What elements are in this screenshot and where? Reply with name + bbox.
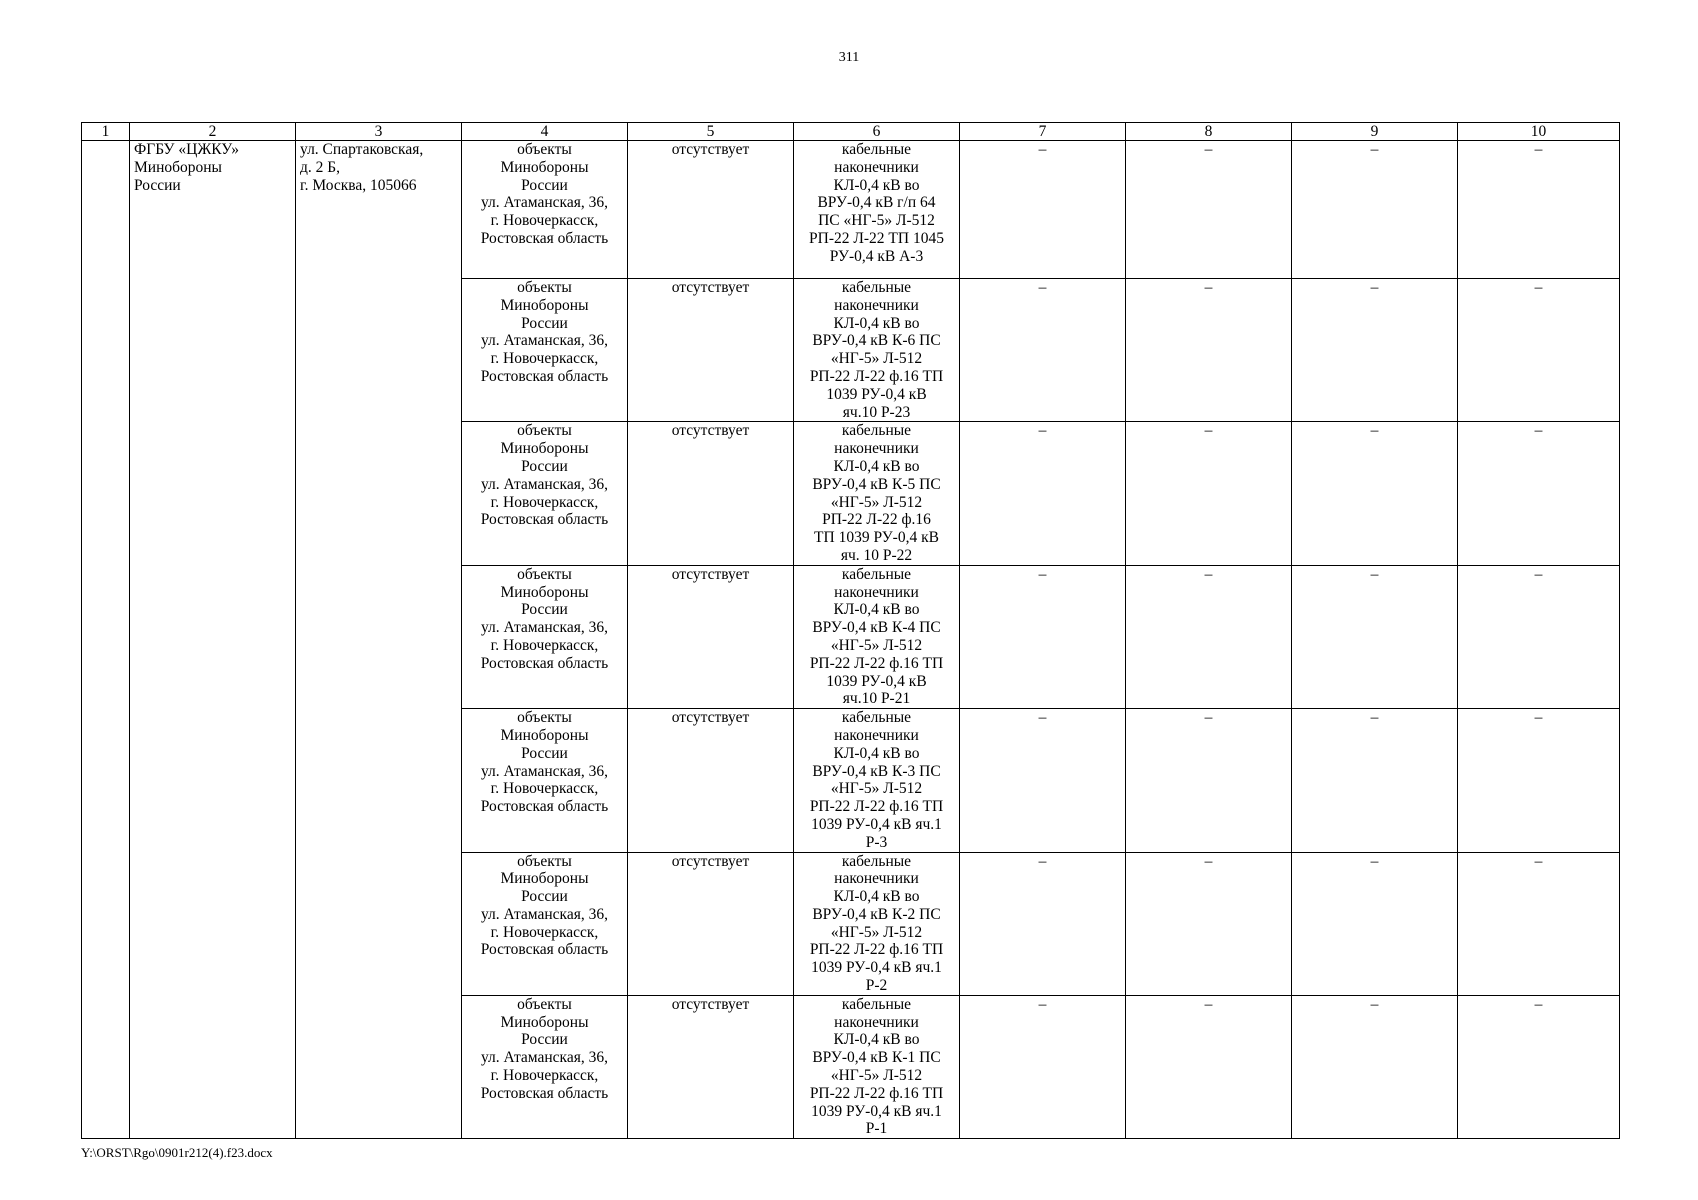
description-cell: [794, 141, 960, 279]
status-cell: отсутствует: [628, 565, 794, 708]
status-cell: отсутствует: [628, 141, 794, 279]
object-text: объекты Минобороны России ул. Атаманская, 36, г. Новочеркасск, Ростовская область: [480, 709, 609, 816]
page-number: 311: [838, 50, 860, 65]
object-text: объекты Минобороны России ул. Атаманская, 36, г. Новочеркасск, Ростовская область: [480, 141, 609, 247]
col9-cell: –: [1292, 141, 1458, 279]
col7-cell: –: [960, 852, 1126, 995]
description-text: кабельные наконечники КЛ-0,4 кВ во ВРУ-0,4 кВ г/п 64 ПС «НГ-5» Л-512 РП-22 Л-22 ТП 1045 РУ-0,4 кВ А-3: [809, 141, 944, 265]
col8-cell: –: [1126, 995, 1292, 1138]
col-header-2: 2: [130, 123, 296, 141]
address-text: ул. Спартаковская, д. 2 Б, г. Москва, 105066: [300, 141, 424, 194]
object-cell: [462, 852, 628, 995]
col10-cell: –: [1458, 709, 1620, 852]
col9-cell: –: [1292, 852, 1458, 995]
col9-cell: –: [1292, 995, 1458, 1138]
object-text: объекты Минобороны России ул. Атаманская, 36, г. Новочеркасск, Ростовская область: [480, 279, 609, 385]
col8-cell: –: [1126, 422, 1292, 565]
object-text: объекты Минобороны России ул. Атаманская, 36, г. Новочеркасск, Ростовская область: [480, 995, 609, 1102]
col-header-7: 7: [960, 123, 1126, 141]
status-cell: отсутствует: [628, 422, 794, 565]
object-cell: [462, 995, 628, 1138]
col7-cell: –: [960, 709, 1126, 852]
object-cell: [462, 565, 628, 708]
object-cell: [462, 279, 628, 422]
col-header-1: 1: [82, 123, 130, 141]
object-cell: [462, 141, 628, 279]
object-text: объекты Минобороны России ул. Атаманская, 36, г. Новочеркасск, Ростовская область: [480, 565, 609, 672]
col7-cell: –: [960, 279, 1126, 422]
document-table: [81, 122, 1620, 1139]
col10-cell: –: [1458, 995, 1620, 1138]
organization-text: ФГБУ «ЦЖКУ» Минобороны России: [134, 141, 240, 194]
description-cell: [794, 852, 960, 995]
col8-cell: –: [1126, 852, 1292, 995]
col10-cell: –: [1458, 141, 1620, 279]
description-cell: [794, 709, 960, 852]
col-header-5: 5: [628, 123, 794, 141]
col-header-8: 8: [1126, 123, 1292, 141]
status-cell: отсутствует: [628, 279, 794, 422]
col9-cell: –: [1292, 709, 1458, 852]
col8-cell: –: [1126, 141, 1292, 279]
header-row: [82, 123, 1620, 141]
description-text: кабельные наконечники КЛ-0,4 кВ во ВРУ-0,4 кВ К-6 ПС «НГ-5» Л-512 РП-22 Л-22 ф.16 ТП 1039 РУ-0,4 кВ яч.10 Р-23: [809, 279, 944, 421]
object-cell: [462, 709, 628, 852]
description-text: кабельные наконечники КЛ-0,4 кВ во ВРУ-0,4 кВ К-5 ПС «НГ-5» Л-512 РП-22 Л-22 ф.16 ТП 1039 РУ-0,4 кВ яч. 10 Р-22: [812, 422, 941, 564]
col7-cell: –: [960, 995, 1126, 1138]
col10-cell: –: [1458, 852, 1620, 995]
col-header-6: 6: [794, 123, 960, 141]
description-cell: [794, 565, 960, 708]
description-cell: [794, 279, 960, 422]
col9-cell: –: [1292, 565, 1458, 708]
col7-cell: –: [960, 422, 1126, 565]
address-cell: [296, 141, 462, 1139]
col7-cell: –: [960, 565, 1126, 708]
object-text: объекты Минобороны России ул. Атаманская, 36, г. Новочеркасск, Ростовская область: [480, 422, 609, 529]
col8-cell: –: [1126, 709, 1292, 852]
status-cell: отсутствует: [628, 709, 794, 852]
description-text: кабельные наконечники КЛ-0,4 кВ во ВРУ-0,4 кВ К-3 ПС «НГ-5» Л-512 РП-22 Л-22 ф.16 ТП 1039 РУ-0,4 кВ яч.1 Р-3: [809, 709, 944, 851]
col-header-3: 3: [296, 123, 462, 141]
row-number-cell: [82, 141, 130, 1139]
description-cell: [794, 995, 960, 1138]
col10-cell: –: [1458, 422, 1620, 565]
description-text: кабельные наконечники КЛ-0,4 кВ во ВРУ-0,4 кВ К-2 ПС «НГ-5» Л-512 РП-22 Л-22 ф.16 ТП 1039 РУ-0,4 кВ яч.1 Р-2: [809, 852, 944, 995]
col10-cell: –: [1458, 565, 1620, 708]
description-text: кабельные наконечники КЛ-0,4 кВ во ВРУ-0,4 кВ К-1 ПС «НГ-5» Л-512 РП-22 Л-22 ф.16 ТП 1039 РУ-0,4 кВ яч.1 Р-1: [809, 995, 944, 1138]
table-row: [82, 141, 1620, 279]
file-path-footer: Y:\ORST\Rgo\0901r212(4).f23.docx: [81, 1145, 273, 1160]
col8-cell: –: [1126, 279, 1292, 422]
organization-cell: [130, 141, 296, 1139]
col-header-4: 4: [462, 123, 628, 141]
status-cell: отсутствует: [628, 995, 794, 1138]
col-header-9: 9: [1292, 123, 1458, 141]
description-text: кабельные наконечники КЛ-0,4 кВ во ВРУ-0,4 кВ К-4 ПС «НГ-5» Л-512 РП-22 Л-22 ф.16 ТП 1039 РУ-0,4 кВ яч.10 Р-21: [809, 565, 944, 708]
col7-cell: –: [960, 141, 1126, 279]
status-cell: отсутствует: [628, 852, 794, 995]
col9-cell: –: [1292, 279, 1458, 422]
col9-cell: –: [1292, 422, 1458, 565]
object-cell: [462, 422, 628, 565]
col10-cell: –: [1458, 279, 1620, 422]
object-text: объекты Минобороны России ул. Атаманская, 36, г. Новочеркасск, Ростовская область: [480, 852, 609, 959]
description-cell: [794, 422, 960, 565]
col-header-10: 10: [1458, 123, 1620, 141]
col8-cell: –: [1126, 565, 1292, 708]
